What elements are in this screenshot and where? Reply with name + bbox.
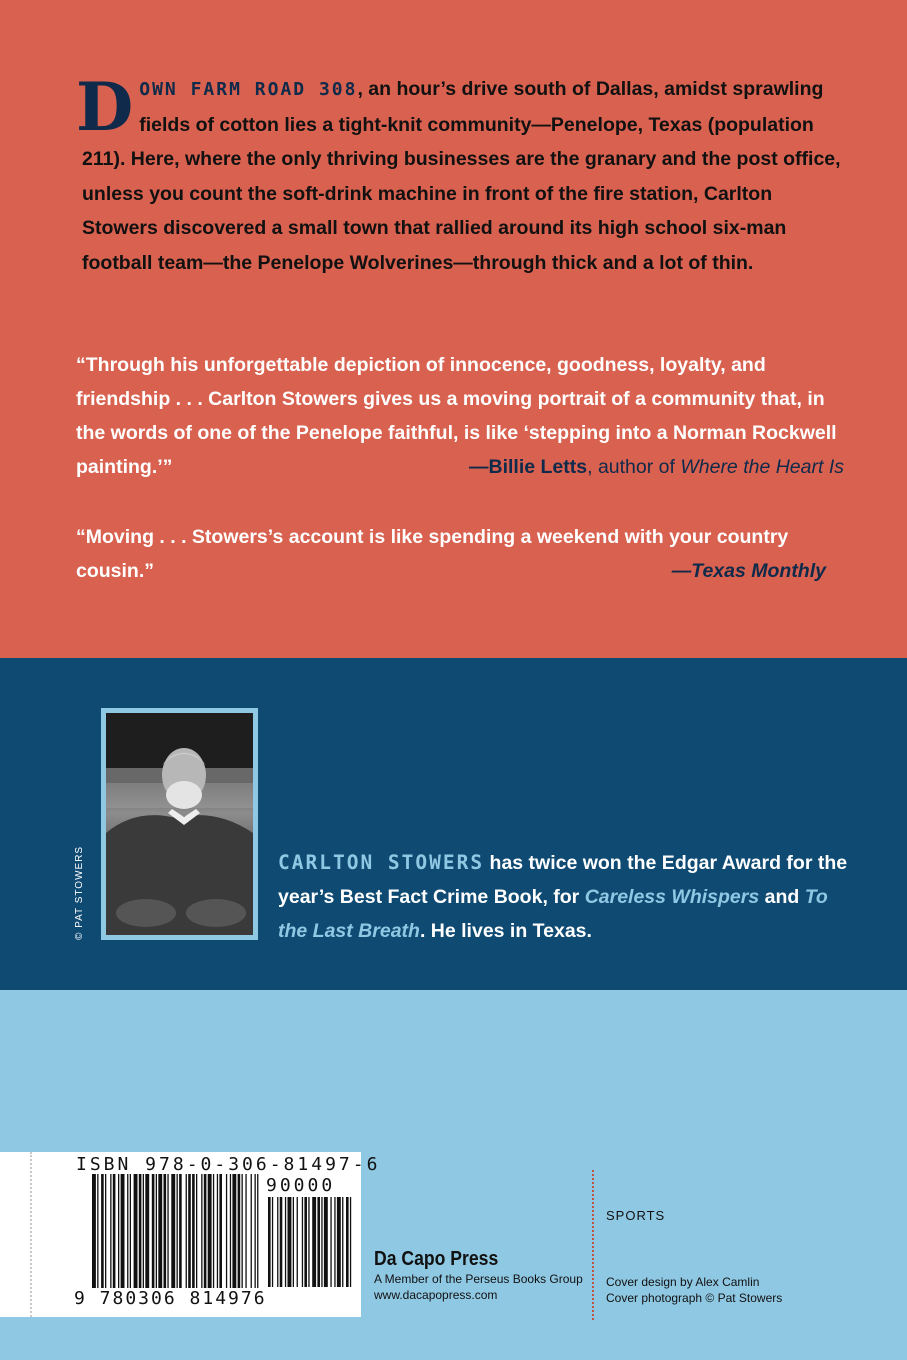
quote-2-source: —Texas Monthly [671,560,826,582]
barcode-bar [255,1174,256,1294]
publisher-member: A Member of the Perseus Books Group [374,1272,583,1286]
barcode-bar [257,1174,258,1294]
author-photo-frame [101,708,258,940]
barcode-number: 9 780306 814976 [74,1288,267,1309]
barcode-bar [288,1197,292,1287]
barcode-bar [167,1174,168,1294]
perforation-line [30,1152,32,1317]
barcode-bar [330,1197,331,1287]
barcode-bar [105,1174,106,1294]
review-quote-2 [76,520,844,588]
review-quote-1 [76,348,844,484]
barcode-bar [238,1174,241,1294]
barcode-bar [350,1197,351,1287]
book-title-2: To the Last Breath [278,886,828,942]
barcode-bar [280,1197,283,1287]
photo-cover-credit: Cover photograph © Pat Stowers [606,1291,783,1305]
barcode-bar [297,1197,298,1287]
barcode-bar [251,1174,252,1294]
dotted-divider [592,1170,594,1320]
barcode-bar [324,1197,328,1287]
author-bio: CARLTON STOWERS has twice won the Edgar Award for the year’s Best Fact Crime Book, for Careless Whispers and To the Last Breath. He lives in Texas. [278,851,848,942]
barcode [90,1174,260,1294]
design-credit: Cover design by Alex Camlin [606,1275,760,1289]
barcode-bar [272,1197,273,1287]
price-code: 90000 [266,1175,336,1196]
barcode-bar [219,1174,222,1294]
barcode-bar [134,1174,138,1294]
blurb-text: , an hour’s drive south of Dallas, amidst sprawling fields of cotton lies a tight-knit community—Penelope, Texas (population 211). Here, where the only thriving businesses are the granary and the post office, unless you count the soft-drink machine in front of the fire station, Carlton Stowers discovered a small town that rallied around its high school six-man football team—the Penelope Wolverines—through thick and a lot of thin. [82,78,841,274]
author-portrait-illustration [106,713,253,935]
barcode-bar [208,1174,212,1294]
publisher-url[interactable]: www.dacapopress.com [374,1288,498,1302]
barcode-bar [268,1197,271,1287]
barcode-bar [312,1197,316,1287]
barcode-bar [188,1174,191,1294]
barcode-bar [156,1174,157,1294]
barcode-bar [302,1197,303,1287]
barcode-bar [127,1174,128,1294]
barcode-bar [321,1197,322,1287]
barcode-bar [196,1174,197,1294]
barcode-bar [110,1174,111,1294]
book-title-1: Careless Whispers [584,886,760,908]
blurb-lead-stamp: OWN FARM ROAD 308 [139,79,358,100]
barcode-bar [245,1174,246,1294]
barcode-bar [143,1174,144,1294]
barcode-bar [171,1174,175,1294]
barcode-bar [317,1197,320,1287]
barcode-bar [101,1174,104,1294]
barcode-bar [293,1197,294,1287]
barcode-bar [213,1174,214,1294]
barcode-bar [177,1174,178,1294]
barcode-bar [179,1174,182,1294]
barcode-bar [92,1174,96,1294]
barcode-bar [342,1197,343,1287]
barcode-bar [130,1174,131,1294]
isbn-text: ISBN 978-0-306-81497-6 [76,1154,381,1175]
barcode-bar [158,1174,162,1294]
barcode-bar [277,1197,278,1287]
quote-1-author: Billie Letts [488,456,588,478]
barcode-bar [164,1174,167,1294]
barcode-bar [113,1174,116,1294]
barcode-bar [334,1197,335,1287]
barcode-bar [192,1174,195,1294]
barcode-bar [308,1197,309,1287]
barcode-bar [285,1197,286,1287]
author-name: CARLTON STOWERS [278,851,485,874]
barcode-bar [121,1174,125,1294]
photo-credit: © PAT STOWERS [74,845,85,940]
description-blurb [76,68,842,280]
category-label: SPORTS [606,1208,666,1223]
dropcap: D [76,68,134,146]
cover-credits [606,1274,782,1306]
quote-1-work: Where the Heart Is [680,456,844,478]
barcode-bar [204,1174,207,1294]
barcode-bar [230,1174,231,1294]
quote-2-text: “Moving . . . Stowers’s account is like spending a weekend with your country cousin.” [76,526,789,582]
publisher-name: Da Capo Press [374,1248,499,1270]
publisher-block [374,1248,583,1303]
barcode-bar [139,1174,142,1294]
barcode-bar [337,1197,341,1287]
barcode-bar [217,1174,218,1294]
price-barcode [266,1197,356,1287]
barcode-bar [232,1174,236,1294]
barcode-bar [226,1174,227,1294]
barcode-bar [304,1197,307,1287]
barcode-bar [97,1174,98,1294]
quote-1-text: “Through his unforgettable depiction of innocence, goodness, loyalty, and friendship . . . Carlton Stowers gives us a moving portrait of a community that, in the words of one of the Penelope faithful, is like ‘stepping into a Norman Rockwell painting.’” [76,354,837,478]
barcode-bar [118,1174,119,1294]
barcode-bar [346,1197,349,1287]
author-photo [106,713,253,935]
barcode-bar [145,1174,149,1294]
barcode-bar [186,1174,187,1294]
barcode-bar [242,1174,243,1294]
quote-1-attribution: —Billie Letts, author of Where the Heart Is [469,456,844,478]
barcode-bar [201,1174,202,1294]
barcode-bar [152,1174,155,1294]
